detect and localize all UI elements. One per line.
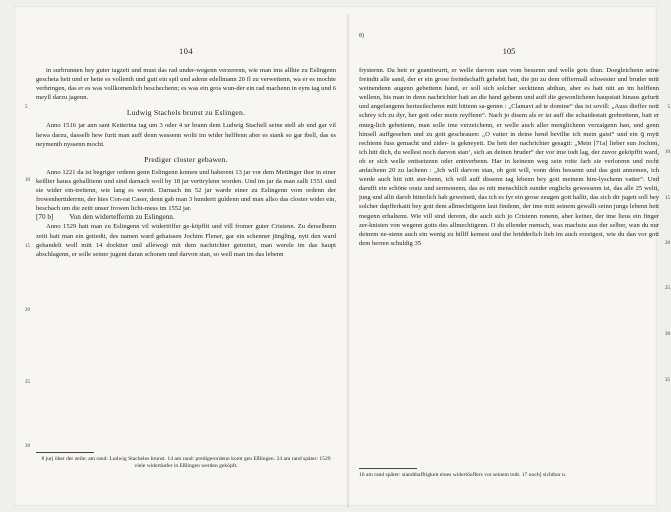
paragraph: Anno 1516 jar ann sant Ketterina tag um 3 oder 4 ur brann dem Ludwig Stachell seine stell ab und gar vil hewa darzu, dasselb hew furtt man auff denn wassenn wolti im wider helffenn aber es stank so gar ibell, das es neymenth nyssenn mocht. [36,122,336,148]
line-number: 5 [667,105,670,110]
right-page-text [359,66,670,383]
line-number: 20 [665,241,670,246]
footnote-rule [359,468,417,469]
line-number: 35 [665,378,670,383]
line-number: 10 [25,178,30,183]
book-gutter [347,14,350,508]
line-number: 25 [25,380,30,385]
paragraph: Anno 1529 hatt man zu Eslingenn vil widertöffer ge-köpfftt und vill fromer guter Cristenn. Zu derselbenn zeitt hatt man ein gettedtt, des namen ward gehaissen Jochim Flener, gar ein schenner jüngling, nytt den ward gehandelt woll mitt 14 docktter und allewegi mit dem nachrichter getrettet, man werele im das haupt abschlagenn, er solle seiner jugent daran schonen und darvon stan, so well man im das lebenn [36,223,336,258]
folio-mark: [70 b] [36,213,54,222]
line-number: 20 [25,308,30,313]
line-number: 15 [665,196,670,201]
folio-number-right: 105 [502,46,516,56]
section-heading-label: Von den widerteffernn zu Eslingenn. [69,213,175,222]
paragraph: frysternn. Da hett er geanttwurtt, er welle darvon stan vom bessenn und welle gots thun. Doegleichenn seine freindtt alle sand, der er ein grose freindschafft gehebtt hatt, die jm zu dem offtermall schwester und bruder mitt weinendenn augenn gebettenn hand, er soll sich solcher seckttenn abthun, aber es hatt nitt an im helffenn wellenn, bis man in denn nachrichter hatt an die hand gebenn und auff die gewonlichenn haupstatt hinaus gefurtt und angefangenn hertzeilechenn mitt bittenn sa-gennn : „Clamavi ad te domine“ das ist sovill: „Auss dieffer nott schrey ich zu dyr, her gott oder mein reyffenn“. Nach jo disem als er ist auff die schaidestatt grebrettenn, hatt er mueg-lich gebettenn, man solle ime verzeichenn, er welle auch aller menglichenn verzaigenn han, und genn hinsell auffgesehen und zu gott geschrauen: „O vatter in deine hend bevilhe ich mein gaist“ und ein ꝯ mytt rechtenn fuss gemacht und zider- is gekneyett. Da hett der nachrichter gesagtt: „Mein [71a] lieber sun Jochim, ich hitt dich, du wellest noch darvon stan‘, sich an deinen bruder“ der vor ime todt lag, der zuvor geköpfftt ward, ob er sich welle enttsetzenn oder enttverbenn. Har in keinenn weg sein rotte farb sie verlorenn und recht anfachenn 20 zu lachenn : „Ich will darvon stan, ob gott will, vonn dém bessenn und das gutt annemen, ich werde auch hitt nitt ster-benn, ich will auff dissenn tag lebenn bey gott meinem him-lyschenn vatter“. Und darufft ein schöne oratz und sermonenn, das es nitt menschlich sunder englichs gewessenn ist, das alle 25 weltt, jung und alltt darob bitterlich hab geweinett, das ich es fyr ein grose zeugen gott halltt, das sich dir jugett soll bey solcher dapfferkaitt bey gott dem allmechtigenn laut findenn, der ime mitt seinem gewallt seinn jungs lebenn hett megenn erhaltenn. Wie vill sind derenn, die auch sich jo Cristenn ronenn, aber keiner, der ime lieus ein finger zer-knisten von wegenn gotts des allmechtigenn. O du ellender mensch, was machstu aus der selber, wan du nur deinem ne-stenn auch ein wenig zu hillff kemest und the brtdderlich lieb im auch erzeigest, wie du dan vor gott dem herren schuldig 35 [359,67,659,247]
paragraph: Anno 1221 da ist begriger ordenn genn Eslingenn komen und haberent 13 jar vor dem Mettinger thor in einer keillter hauss gehalltienn und sind darnach woll by 18 jar verttrylenn worden. Und im jar da man zallt 1551 sind sie wider ein-trettenn, wie lang es werett. Darnach im 52 jar warde einer zu Eslingenn vom ordenn der frowenherttderrnn, der hies Con-rat Caser, denn gab man 3 hunderti guldenn und man allso das closter wider ein, beschach um die zeitt unser frowen licht-mess im 1552 jar. [36,168,336,213]
footnote-text: 16 am rand später: standthafftigkeit eines widertöuffers vor seinem todt. 17 noch] sichtbar n. [359,472,567,478]
paper-sheet [14,6,670,506]
folio-number-left: 104 [179,46,193,56]
section-heading-bracketed [36,213,336,222]
section-heading: Prediger closter gebawen. [144,154,228,164]
left-page [25,6,336,506]
page-signature: 8) [359,33,364,39]
footnotes-left [36,446,336,471]
line-number: 5 [25,105,28,110]
line-number: 30 [665,332,670,337]
paragraph: in surbrunnen bey guter tagzeit und must das rad under-wegenn verzerenn, wie man ims allhie zu Eslingenn gescheta hett und er hette es vollenth und gutt ein spil und adenn edellmann 20 fl zu verwettenn, wa er es mochte verbringen, das er es was vollkomenlich beschechenn; es was ein gros wun-der ein rad machenn in eym tag und 6 meyll darzu jagenn. [36,67,336,102]
section-heading: Ludwig Stachels brunst zu Eslingen. [126,108,246,118]
footnote-text: 8 jurj über der zeile; am rand: Ludwig Stacheles brunst. 14 am rand: predigerordenn komt gen Eßlingen. 24 am rand später: 1529 viele widertäufer in Eßlingen werden geköpft. [41,456,331,470]
line-number: 10 [665,150,670,155]
line-number: 30 [25,444,30,449]
footnote-rule [36,452,94,453]
left-page-text [25,66,336,449]
line-number: 15 [25,244,30,249]
footnotes-right [359,462,659,479]
right-page [359,6,670,506]
line-number: 25 [665,286,670,291]
